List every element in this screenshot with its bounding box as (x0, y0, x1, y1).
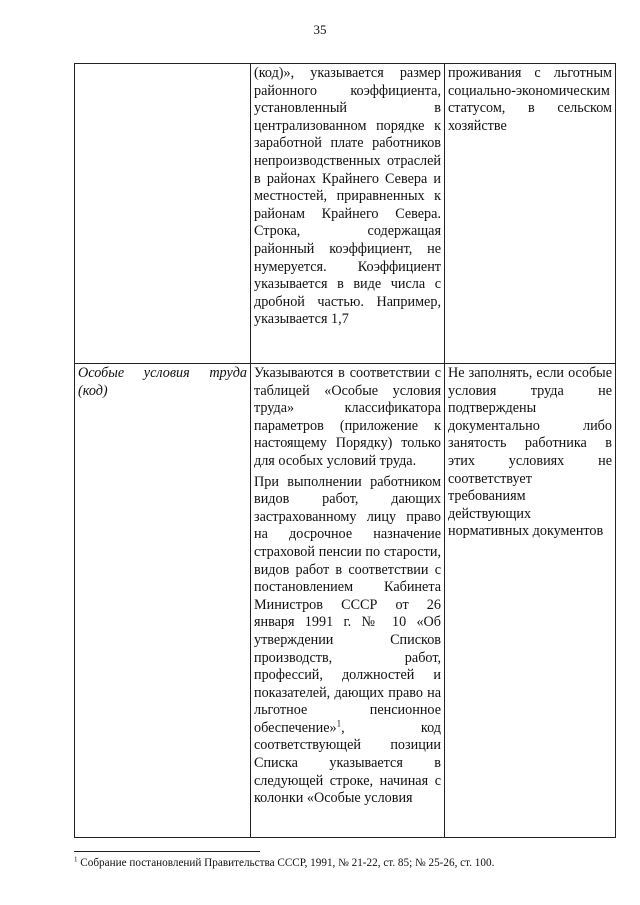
table-row (75, 64, 616, 364)
parameter-name-cell (75, 364, 251, 838)
note-cell (445, 64, 616, 364)
fill-rule-cell (251, 364, 445, 838)
note-text: проживания с льготным социально-экономическим статусом, в сельском хозяйстве (448, 65, 612, 134)
note-cell (445, 364, 616, 838)
page-number: 35 (313, 22, 327, 37)
parameter-name: Особые условия труда (код) (78, 365, 247, 399)
footnote-marker: 1 (74, 855, 78, 864)
footnote (74, 857, 614, 869)
fill-rule-cell (251, 64, 445, 364)
footnote-reference[interactable]: 1 (336, 718, 342, 729)
note-text: Не заполнять, если особые условия труда не подтверждены документально либо занятость работника в этих условиях не соответствует требованиям действующих нормативных документов (448, 365, 612, 540)
fill-rule-paragraph: Указываются в соответствии с таблицей «Особые условия труда» классификатора параметров (приложение к настоящему Порядку) только для особых условий труда. (254, 365, 441, 469)
fill-rule-paragraph: (код)», указывается размер районного коэффициента, установленный в централизованном порядке к заработной плате работников непроизводственных отраслей в районах Крайнего Севера и местностей, приравненных к районам Крайнего Севера. Строка, содержащая районный коэффициент, не нумеруется. Коэффициент указывается в виде числа с дробной частью. Например, указывается 1,7 (254, 65, 441, 328)
footnote-divider (74, 851, 260, 852)
parameter-name-cell (75, 64, 251, 364)
table-row (75, 364, 616, 838)
footnote-text: Собрание постановлений Правительства СССР, 1991, № 21-22, ст. 85; № 25-26, ст. 100. (80, 857, 495, 869)
parameters-table (74, 63, 616, 838)
fill-rule-paragraph: При выполнении работником видов работ, дающих застрахованному лицу право на досрочное назначение страховой пенсии по старости, видов работ в соответствии с постановлением Кабинета Министров СССР от 26 января 1991 г. № 10 «Об утверждении Списков производств, работ, профессий, должностей и показателей, дающих право на льготное пенсионное обеспечение»$^1$, код соответствующей позиции Списка указывается в следующей строке, начиная с колонки «Особые условия (254, 473, 441, 807)
